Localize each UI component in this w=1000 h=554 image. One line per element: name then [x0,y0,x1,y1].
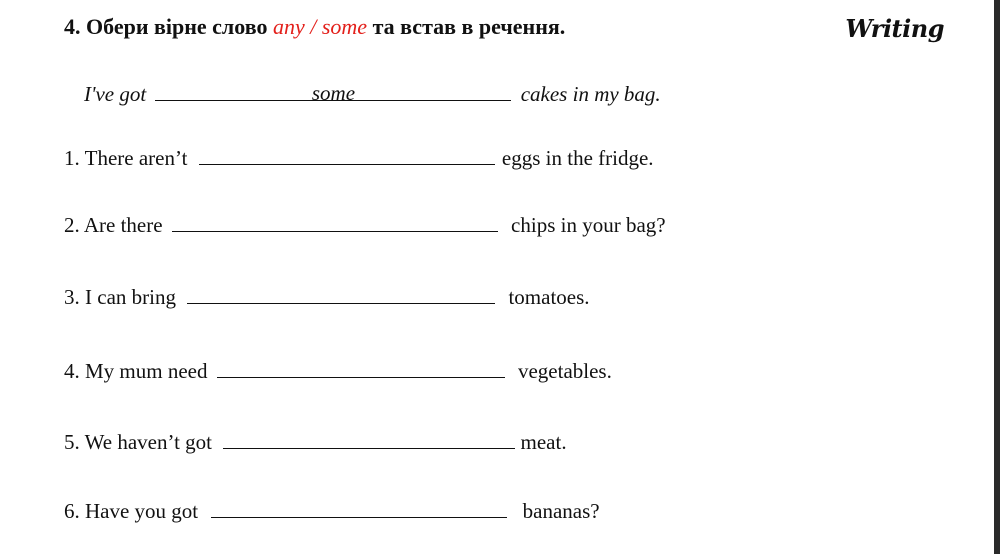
sentence-1-before: 1. There aren’t [64,146,188,170]
sentence-3-after: tomatoes. [508,285,590,309]
exercise-header [64,14,944,44]
example-before: I've got [84,82,147,106]
sentence-6-blank[interactable] [211,495,507,518]
title-word-some: some [321,14,368,39]
example-answer: some [311,81,356,105]
sentence-4 [64,355,612,385]
sentence-5-before: 5. We haven’t got [64,430,213,454]
title-prefix: 4. Обери вірне слово [64,14,273,39]
sentence-3-before: 3. I can bring [64,285,176,309]
sentence-5-blank[interactable] [223,426,515,449]
title-word-any: any [272,14,305,39]
sentence-6-before: 6. Have you got [64,499,199,523]
title-suffix: та встав в речення. [367,14,566,39]
sentence-1-after: eggs in the fridge. [501,146,654,170]
sentence-2-after: chips in your bag? [511,213,666,237]
sentence-6 [64,495,600,525]
sentence-4-blank[interactable] [217,355,505,378]
sentence-2-blank[interactable] [172,209,498,232]
example-blank [155,78,511,105]
sentence-3 [64,281,590,311]
window-border [994,0,1000,554]
task-title [64,14,565,40]
sentence-4-before: 4. My mum need [64,359,208,383]
sentence-4-after: vegetables. [517,359,612,383]
example-after: cakes in my bag. [520,82,661,106]
sentence-3-blank[interactable] [187,281,495,304]
sentence-1-blank[interactable] [199,142,495,165]
sentence-2-before: 2. Are there [64,213,163,237]
writing-badge: Writing [845,14,944,43]
sentence-5-after: meat. [520,430,567,454]
sentence-1 [64,142,654,172]
example-sentence [84,78,661,108]
sentence-2 [64,209,666,239]
sentence-6-after: bananas? [522,499,600,523]
title-slash: / [304,14,322,39]
sentence-5 [64,426,567,456]
